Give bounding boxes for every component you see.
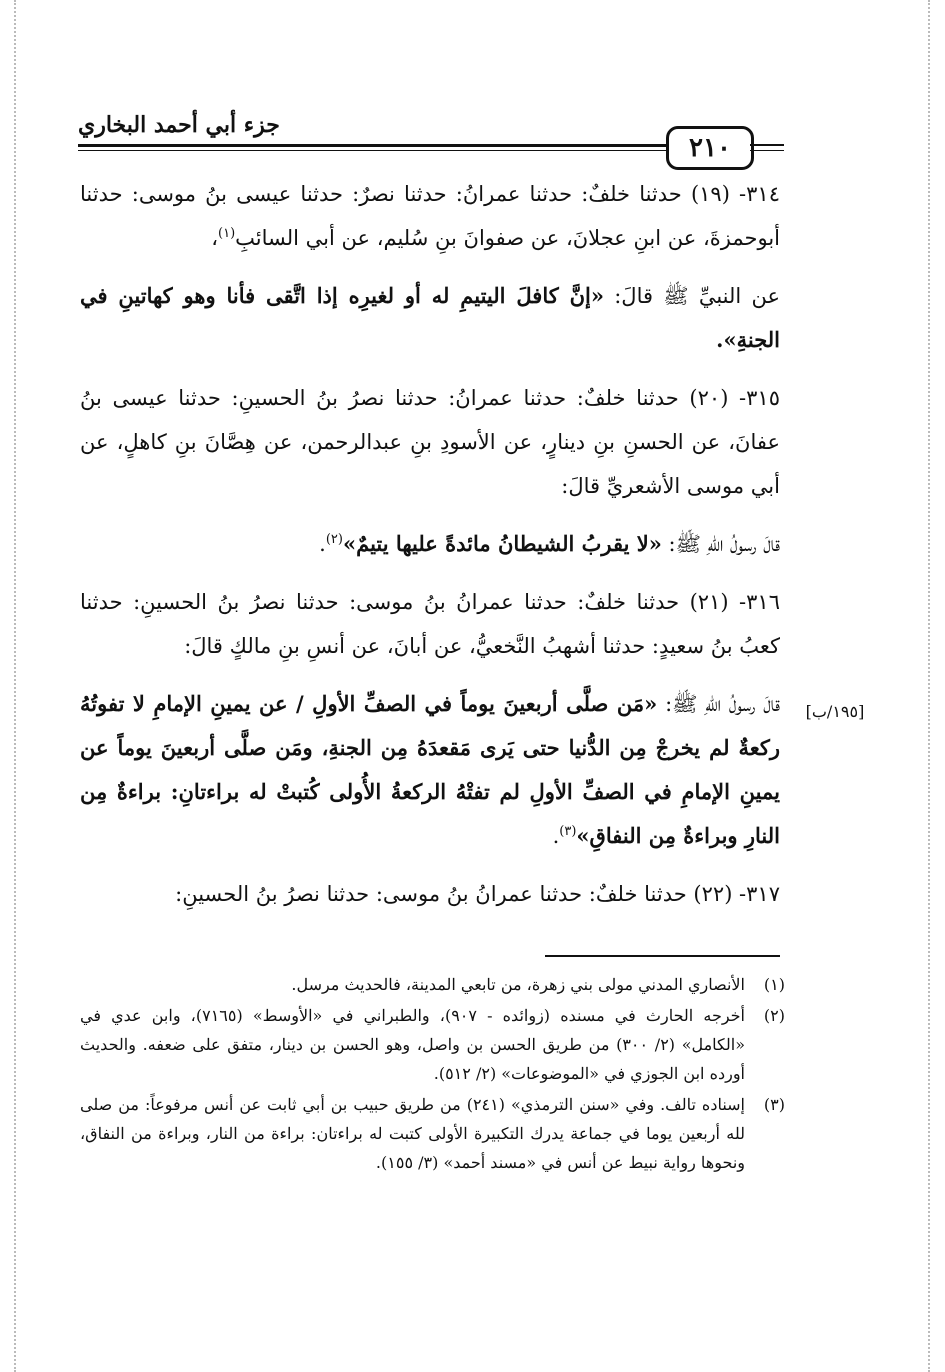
scan-edge-dots (928, 0, 930, 1372)
footnote (80, 1001, 785, 1088)
footnote-number: (١) (763, 975, 785, 994)
isnad-text: ٣١٤- (١٩) حدثنا خلفٌ: حدثنا عمرانُ: حدثنا نصرٌ: حدثنا عيسى بنُ موسى: حدثنا أبوحمزةَ، عن ابنِ عجلانَ، عن صفوانَ بنِ سُليم، عن أبي السائبِ (80, 182, 780, 250)
header-rule (750, 144, 784, 146)
footnote-separator (545, 955, 780, 957)
footnote (80, 1090, 785, 1177)
footnotes (80, 968, 785, 1177)
footnote-ref: (١) (218, 226, 236, 241)
hadith-317-isnad: ٣١٧- (٢٢) حدثنا خلفٌ: حدثنا عمرانُ بنُ موسى: حدثنا نصرُ بنُ الحسينِ: (175, 882, 780, 906)
running-title: جزء أبي أحمد البخاري (78, 112, 280, 138)
footnote-number: (٢) (763, 1006, 785, 1025)
matn-text: «إنَّ كافلَ اليتيمِ له أو لغيرِه إذا اتَّقى فأنا وهو كهاتينِ في الجنةِ». (80, 283, 780, 352)
footnote-text: أخرجه الحارث في مسنده (زوائده - ٩٠٧)، والطبراني في «الأوسط» (٧١٦٥)، وابن عدي في «الكامل» (٢/ ٣٠٠) من طريق الحسن بن واصل، وهو الحسن بن دينار، متفق على ضعفه. والحديث أورده ابن الجوزي في «الموضوعات» (٢/ ٥١٢). (80, 1006, 746, 1083)
page-header (78, 108, 778, 168)
hadith-314-isnad (80, 172, 780, 260)
matn-text: «مَن صلَّى أربعينَ يوماً في الصفِّ الأولِ / عن يمينِ الإمامِ لا تفوتُهُ ركعةٌ لم يخرجْ مِن الدُّنيا حتى يَرى مَقعدَهُ مِن الجنةِ، ومَن صلَّى أربعينَ يوماً عن يمينِ الإمامِ في الصفِّ الأولِ لم تفتْهُ الركعةُ الأُولى كُتبتْ له براءتانِ: براءةٌ مِن النارِ وبراءةٌ مِن النفاقِ» (80, 691, 780, 848)
header-rule (78, 144, 668, 147)
footnote-ref: (٢) (325, 532, 343, 547)
footnote-text: الأنصاري المدني مولى بني زهرة، من تابعي المدينة، فالحديث مرسل. (291, 975, 745, 994)
punct: ، (211, 226, 219, 250)
header-rule (78, 150, 668, 151)
hadith-316-matn (80, 682, 780, 858)
main-text (80, 172, 780, 916)
hadith-314-matn (80, 274, 780, 362)
footnote (80, 970, 785, 999)
scan-edge-dots (14, 0, 16, 1372)
matn-intro: عن النبيِّ ﷺ قالَ: (614, 284, 781, 308)
matn-text: «لا يقربُ الشيطانُ مائدةً عليها يتيمٌ» (342, 531, 662, 556)
punct: . (319, 532, 326, 556)
header-rule (750, 150, 784, 151)
page-number: ٢١٠ (666, 126, 754, 170)
matn-intro: قالَ رسولُ اللهِ ﷺ: (668, 532, 780, 556)
hadith-315-matn (80, 522, 780, 566)
hadith-316-isnad: ٣١٦- (٢١) حدثنا خلفٌ: حدثنا عمرانُ بنُ موسى: حدثنا نصرُ بنُ الحسينِ: حدثنا كعبُ بنُ سعيدٍ: حدثنا أشهبُ النَّخعيُّ، عن أبانَ، عن أنسِ بنِ مالكٍ قالَ: (80, 590, 780, 658)
punct: . (552, 824, 560, 848)
manuscript-folio-note: [١٩٥/ب] (805, 702, 865, 721)
hadith-315-isnad: ٣١٥- (٢٠) حدثنا خلفٌ: حدثنا عمرانُ: حدثنا نصرُ بنُ الحسينِ: حدثنا عيسى بنُ عفانَ، عن الحسنِ بنِ دينارٍ، عن الأسودِ بنِ عبدالرحمن، عن هِصَّانَ بنِ كاهلٍ، عن أبي موسى الأشعريِّ قالَ: (80, 386, 780, 498)
footnote-number: (٣) (763, 1095, 785, 1114)
footnote-ref: (٣) (559, 824, 577, 839)
matn-intro: قالَ رسولُ اللهِ ﷺ: (665, 692, 780, 716)
footnote-text: إسناده تالف. وفي «سنن الترمذي» (٢٤١) من طريق حبيب بن أبي ثابت عن أنس مرفوعاً: من صلى لله أربعين يوما في جماعة يدرك التكبيرة الأولى كتبت له براءتان: براءة من النار، وبراءة من النفاق، ونحوها رواية نبيط عن أنس في «مسند أحمد» (٣/ ١٥٥). (80, 1095, 745, 1172)
